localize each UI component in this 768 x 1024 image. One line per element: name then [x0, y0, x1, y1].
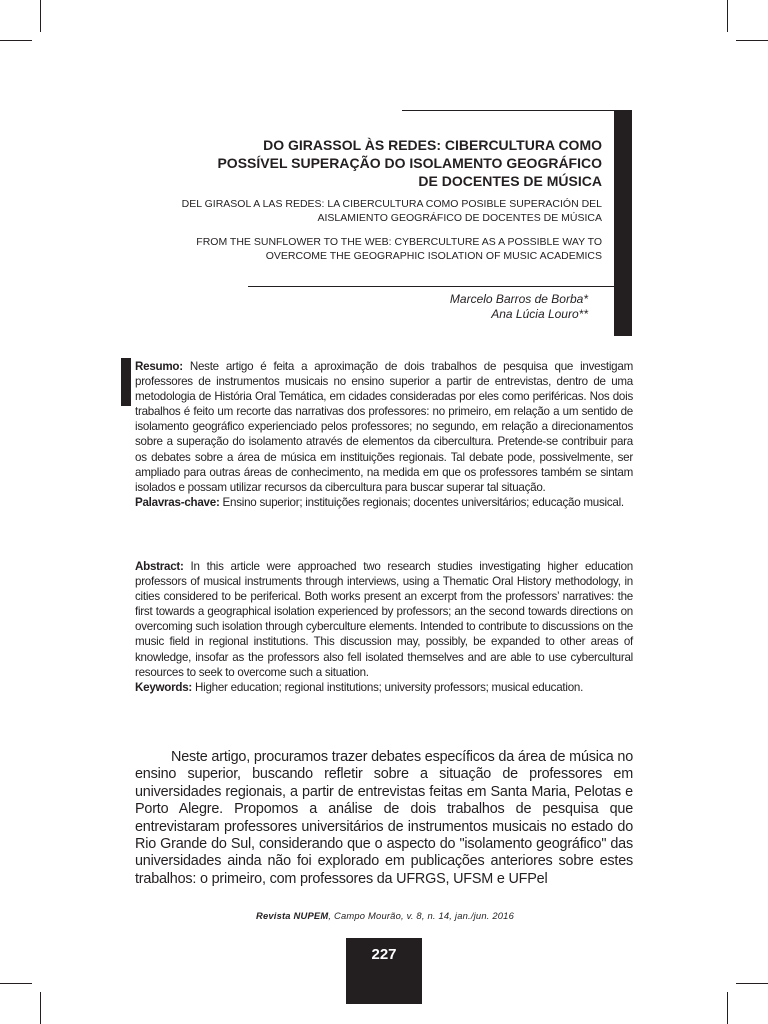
palavras-chave-paragraph [135, 495, 633, 510]
journal-name: Revista NUPEM [255, 910, 329, 921]
crop-mark [40, 0, 41, 32]
abstract-side-bar [121, 358, 131, 406]
crop-mark [0, 40, 32, 41]
title-top-rule [402, 110, 614, 111]
palavras-chave-label: Palavras-chave: [135, 495, 220, 509]
article-title-english: FROM THE SUNFLOWER TO THE WEB: CYBERCULTURE AS A POSSIBLE WAY TO OVERCOME THE GEOGRAPHIC ISOLATION OF MUSIC ACADEMICS [196, 236, 602, 262]
title-side-bar [614, 110, 632, 336]
resumo-text: Neste artigo é feita a aproximação de dois trabalhos de pesquisa que investigam professores de instrumentos musicais no ensino superior a partir de entrevistas, dentro de uma metodologia de História Oral Temática, em cidades consideradas por eles como periféricas. Nos dois trabalhos é feito um recorte das narrativas dos professores: no primeiro, em relação a um sentido de isolamento geográfico experienciado pelos professores; no segundo, em relação a direcionamentos sobre a superação do isolamento através de elementos da cibercultura. Pretende-se contribuir para os debates sobre a área de música em instituições regionais. Tal debate pode, possivelmente, ser ampliado para outras áreas de conhecimento, na medida em que os professores também se sintam isolados e possam utilizar recursos da cibercultura para buscar superar tal situação. [135, 360, 633, 494]
journal-citation [200, 910, 570, 921]
article-title-spanish: DEL GIRASOL A LAS REDES: LA CIBERCULTURA COMO POSIBLE SUPERACIÓN DEL AISLAMIENTO GEOGRÁFICO DE DOCENTES DE MÚSICA [181, 198, 602, 224]
author-name: Marcelo Barros de Borba* [449, 292, 588, 306]
keywords-paragraph [135, 680, 633, 695]
page-number: 227 [371, 946, 397, 963]
crop-mark [736, 40, 768, 41]
abstract-paragraph [135, 559, 633, 680]
crop-mark [40, 992, 41, 1024]
keywords-text: Higher education; regional institutions; university professors; musical education. [195, 680, 584, 694]
crop-mark [0, 983, 32, 984]
crop-mark [727, 0, 728, 32]
author-name: Ana Lúcia Louro** [491, 307, 588, 321]
body-text: Neste artigo, procuramos trazer debates específicos da área de música no ensino superior, buscando refletir sobre a situação de professores em universidades regionais, a partir de entrevistas feitas em Santa Maria, Pelotas e Porto Alegre. Propomos a análise de dois trabalhos de pesquisa que entrevistaram professores universitários de instrumentos musicais no estado do Rio Grande do Sul, considerando que o aspecto do "isolamento geográfico" das universidades ainda não foi explorado em publicações anteriores sobre estes trabalhos: o primeiro, com professores da UFRGS, UFSM e UFPel [135, 749, 633, 887]
resumo-label: Resumo: [135, 360, 183, 373]
resumo-paragraph [135, 359, 633, 495]
page-number-box [346, 938, 422, 1004]
crop-mark [727, 992, 728, 1024]
crop-mark [736, 983, 768, 984]
author-list [300, 292, 588, 322]
keywords-label: Keywords: [135, 680, 193, 694]
palavras-chave-text: Ensino superior; instituições regionais; docentes universitários; educação musical. [222, 495, 624, 509]
title-bottom-rule [248, 286, 614, 287]
article-title: DO GIRASSOL ÀS REDES: CIBERCULTURA COMO POSSÍVEL SUPERAÇÃO DO ISOLAMENTO GEOGRÁFICO DE DOCENTES DE MÚSICA [217, 137, 602, 189]
abstract-section [135, 559, 633, 695]
abstract-text: In this article were approached two research studies investigating higher education professors of musical instruments through interviews, using a Thematic Oral History methodology, in cities considered to be periferical. Both works present an excerpt from the professors’ narratives: the first towards a geographical isolation experienced by professors; an the second towards directions on overcoming such isolation through cyberculture elements. Intended to contribute to discussions on the music field in regional institutions. This discussion may, possibly, be expanded to other areas of knowledge, insofar as the professors also fell isolated themselves and are able to use cybercultural resources to seek to overcome such a situation. [135, 560, 633, 679]
body-paragraph [135, 749, 633, 888]
citation-details: , Campo Mourão, v. 8, n. 14, jan./jun. 2016 [328, 910, 515, 921]
resumo-section [135, 359, 633, 510]
abstract-label: Abstract: [135, 560, 184, 573]
